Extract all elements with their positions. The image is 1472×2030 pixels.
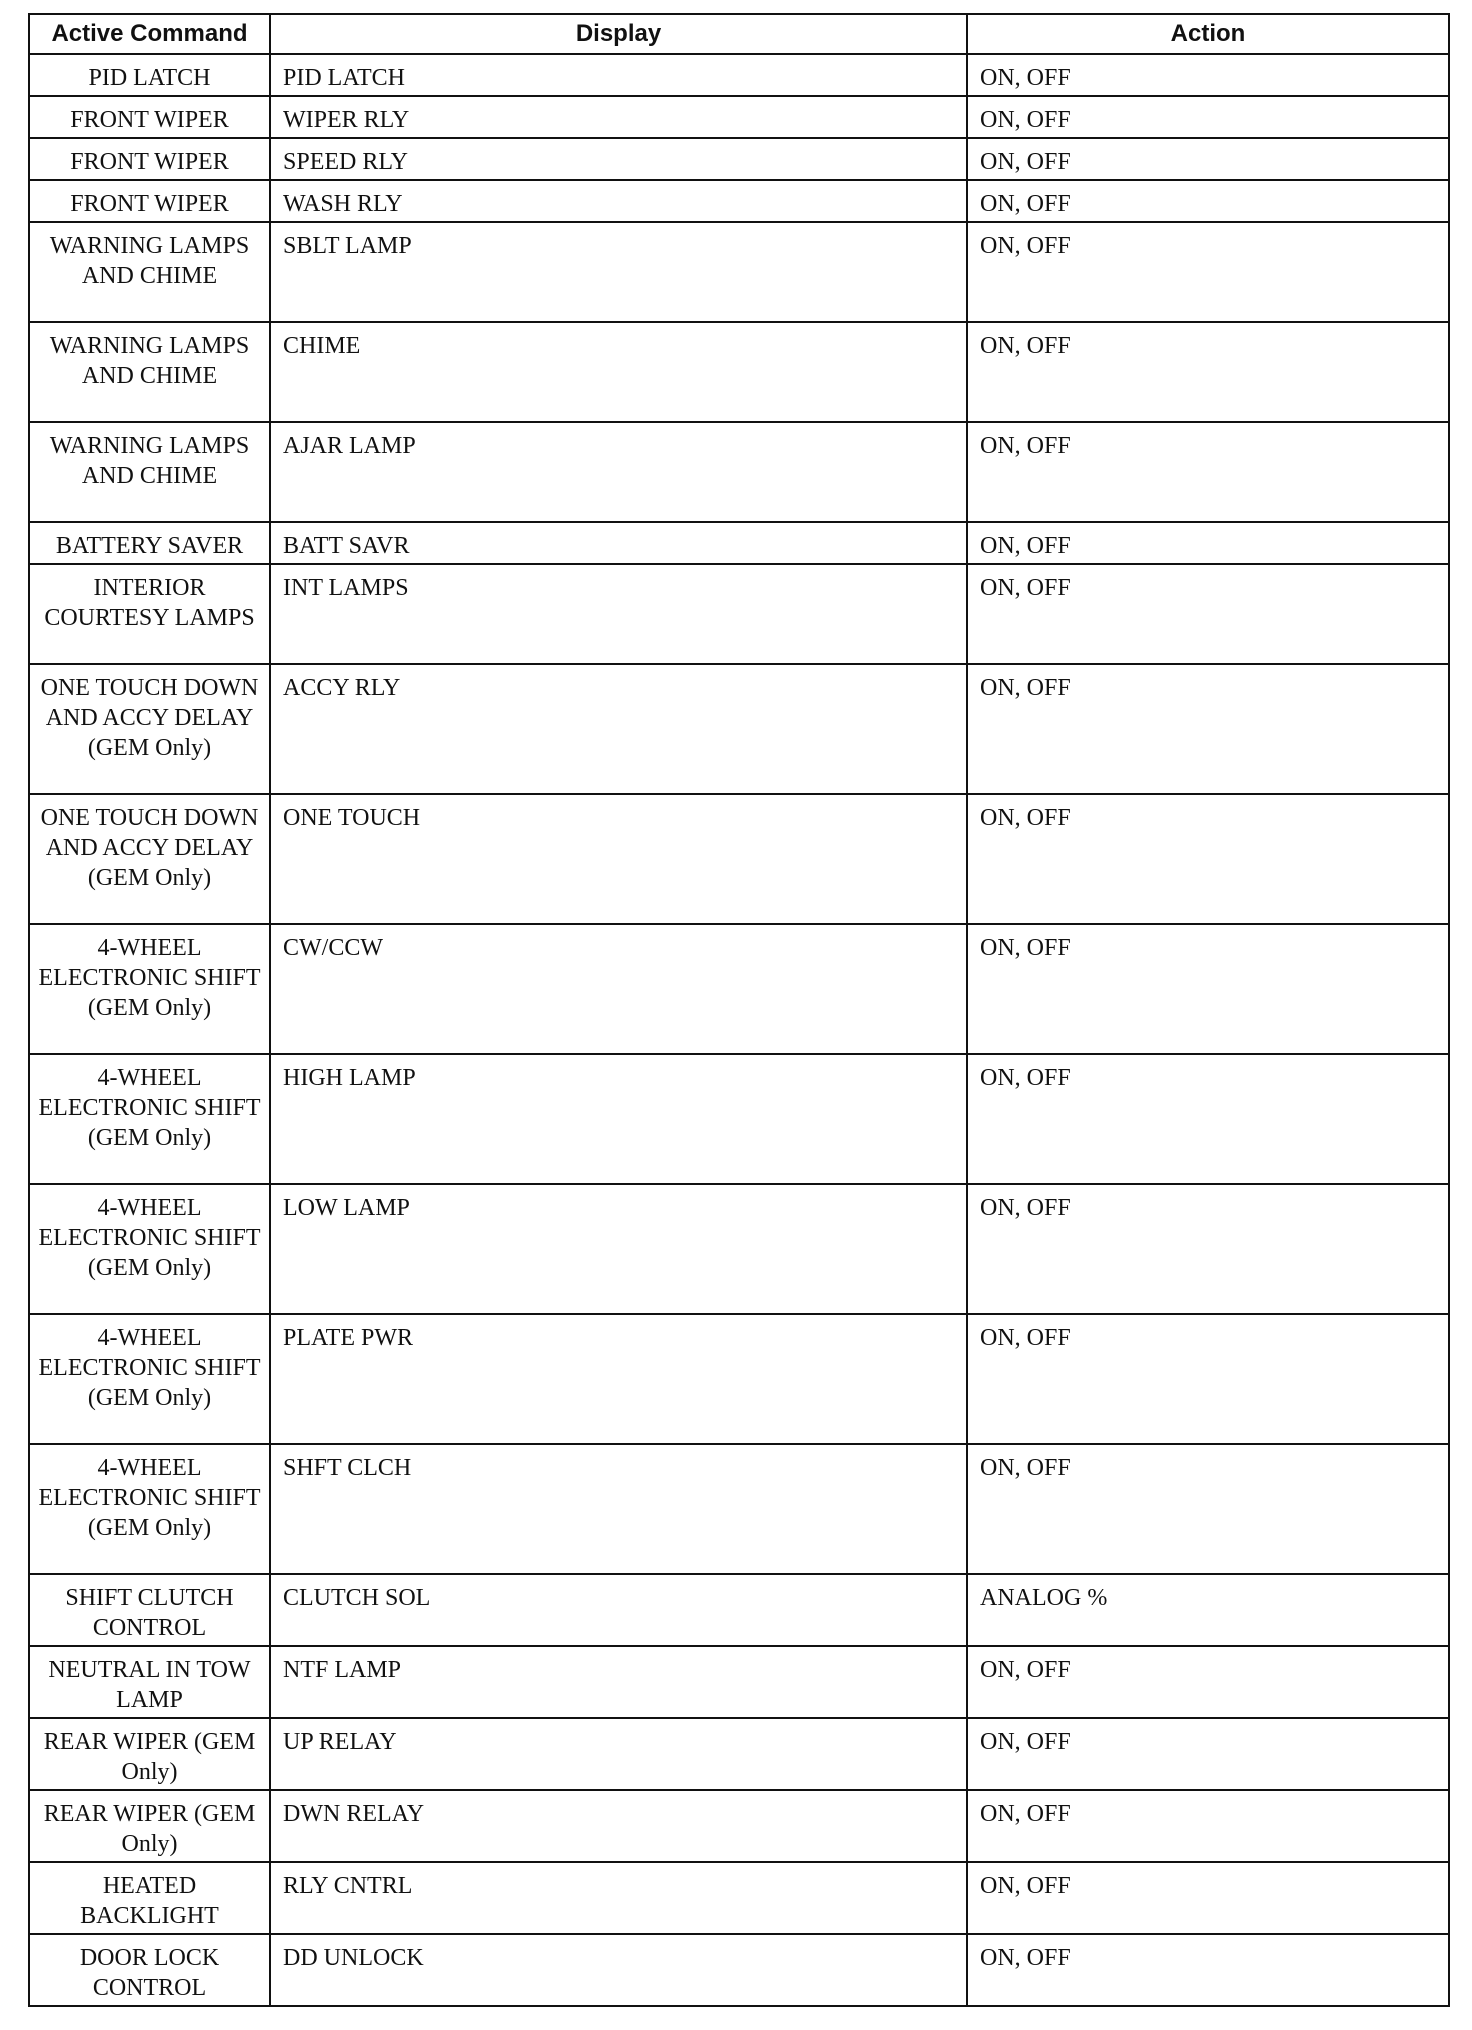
cell-action: ON, OFF [967, 422, 1449, 522]
cell-action: ON, OFF [967, 1790, 1449, 1862]
cell-active-command: WARNING LAMPS AND CHIME [29, 422, 270, 522]
cell-action: ON, OFF [967, 222, 1449, 322]
cell-active-command: NEUTRAL IN TOW LAMP [29, 1646, 270, 1718]
cell-action: ON, OFF [967, 1314, 1449, 1444]
table-row [29, 522, 1449, 564]
cell-action: ON, OFF [967, 522, 1449, 564]
cell-active-command: ONE TOUCH DOWN AND ACCY DELAY (GEM Only) [29, 664, 270, 794]
cell-active-command: 4-WHEEL ELECTRONIC SHIFT (GEM Only) [29, 1444, 270, 1574]
cell-active-command: 4-WHEEL ELECTRONIC SHIFT (GEM Only) [29, 1314, 270, 1444]
cell-display: RLY CNTRL [270, 1862, 967, 1934]
cell-display: WIPER RLY [270, 96, 967, 138]
cell-display: SHFT CLCH [270, 1444, 967, 1574]
table-row [29, 96, 1449, 138]
cell-display: DWN RELAY [270, 1790, 967, 1862]
header-row [29, 14, 1449, 54]
cell-active-command: ONE TOUCH DOWN AND ACCY DELAY (GEM Only) [29, 794, 270, 924]
cell-action: ON, OFF [967, 1718, 1449, 1790]
cell-action: ON, OFF [967, 322, 1449, 422]
cell-active-command: PID LATCH [29, 54, 270, 96]
cell-display: CW/CCW [270, 924, 967, 1054]
cell-display: WASH RLY [270, 180, 967, 222]
cell-display: CLUTCH SOL [270, 1574, 967, 1646]
cell-display: SBLT LAMP [270, 222, 967, 322]
table-row [29, 322, 1449, 422]
cell-action: ON, OFF [967, 794, 1449, 924]
cell-display: PID LATCH [270, 54, 967, 96]
cell-active-command: 4-WHEEL ELECTRONIC SHIFT (GEM Only) [29, 1054, 270, 1184]
active-command-table [28, 13, 1450, 2007]
table-row [29, 564, 1449, 664]
table-row [29, 222, 1449, 322]
document-page [28, 13, 1448, 2007]
cell-display: BATT SAVR [270, 522, 967, 564]
cell-active-command: INTERIOR COURTESY LAMPS [29, 564, 270, 664]
table-row [29, 1314, 1449, 1444]
cell-action: ON, OFF [967, 564, 1449, 664]
table-row [29, 664, 1449, 794]
cell-action: ON, OFF [967, 1934, 1449, 2006]
cell-active-command: FRONT WIPER [29, 96, 270, 138]
cell-display: SPEED RLY [270, 138, 967, 180]
cell-active-command: WARNING LAMPS AND CHIME [29, 222, 270, 322]
cell-action: ON, OFF [967, 1444, 1449, 1574]
cell-active-command: BATTERY SAVER [29, 522, 270, 564]
cell-display: ONE TOUCH [270, 794, 967, 924]
cell-display: ACCY RLY [270, 664, 967, 794]
cell-display: CHIME [270, 322, 967, 422]
cell-active-command: 4-WHEEL ELECTRONIC SHIFT (GEM Only) [29, 924, 270, 1054]
cell-action: ON, OFF [967, 924, 1449, 1054]
cell-active-command: 4-WHEEL ELECTRONIC SHIFT (GEM Only) [29, 1184, 270, 1314]
table-row [29, 1790, 1449, 1862]
cell-active-command: FRONT WIPER [29, 138, 270, 180]
header-action: Action [967, 14, 1449, 54]
cell-display: DD UNLOCK [270, 1934, 967, 2006]
cell-action: ON, OFF [967, 1054, 1449, 1184]
cell-display: PLATE PWR [270, 1314, 967, 1444]
cell-active-command: WARNING LAMPS AND CHIME [29, 322, 270, 422]
table-row [29, 1862, 1449, 1934]
table-row [29, 1184, 1449, 1314]
table-row [29, 1444, 1449, 1574]
cell-display: LOW LAMP [270, 1184, 967, 1314]
table-row [29, 794, 1449, 924]
cell-active-command: SHIFT CLUTCH CONTROL [29, 1574, 270, 1646]
table-row [29, 138, 1449, 180]
table-row [29, 924, 1449, 1054]
cell-display: INT LAMPS [270, 564, 967, 664]
header-display: Display [270, 14, 967, 54]
cell-active-command: HEATED BACKLIGHT [29, 1862, 270, 1934]
cell-active-command: FRONT WIPER [29, 180, 270, 222]
cell-action: ON, OFF [967, 96, 1449, 138]
table-row [29, 54, 1449, 96]
cell-action: ON, OFF [967, 1646, 1449, 1718]
cell-action: ANALOG % [967, 1574, 1449, 1646]
cell-action: ON, OFF [967, 664, 1449, 794]
cell-action: ON, OFF [967, 180, 1449, 222]
table-row [29, 422, 1449, 522]
cell-active-command: REAR WIPER (GEM Only) [29, 1718, 270, 1790]
table-row [29, 1574, 1449, 1646]
cell-action: ON, OFF [967, 54, 1449, 96]
table-row [29, 1934, 1449, 2006]
header-active-command: Active Command [29, 14, 270, 54]
cell-display: UP RELAY [270, 1718, 967, 1790]
cell-action: ON, OFF [967, 138, 1449, 180]
table-row [29, 1646, 1449, 1718]
cell-display: AJAR LAMP [270, 422, 967, 522]
cell-action: ON, OFF [967, 1184, 1449, 1314]
table-row [29, 1718, 1449, 1790]
cell-active-command: REAR WIPER (GEM Only) [29, 1790, 270, 1862]
table-row [29, 1054, 1449, 1184]
cell-display: NTF LAMP [270, 1646, 967, 1718]
cell-display: HIGH LAMP [270, 1054, 967, 1184]
cell-action: ON, OFF [967, 1862, 1449, 1934]
cell-active-command: DOOR LOCK CONTROL [29, 1934, 270, 2006]
table-row [29, 180, 1449, 222]
